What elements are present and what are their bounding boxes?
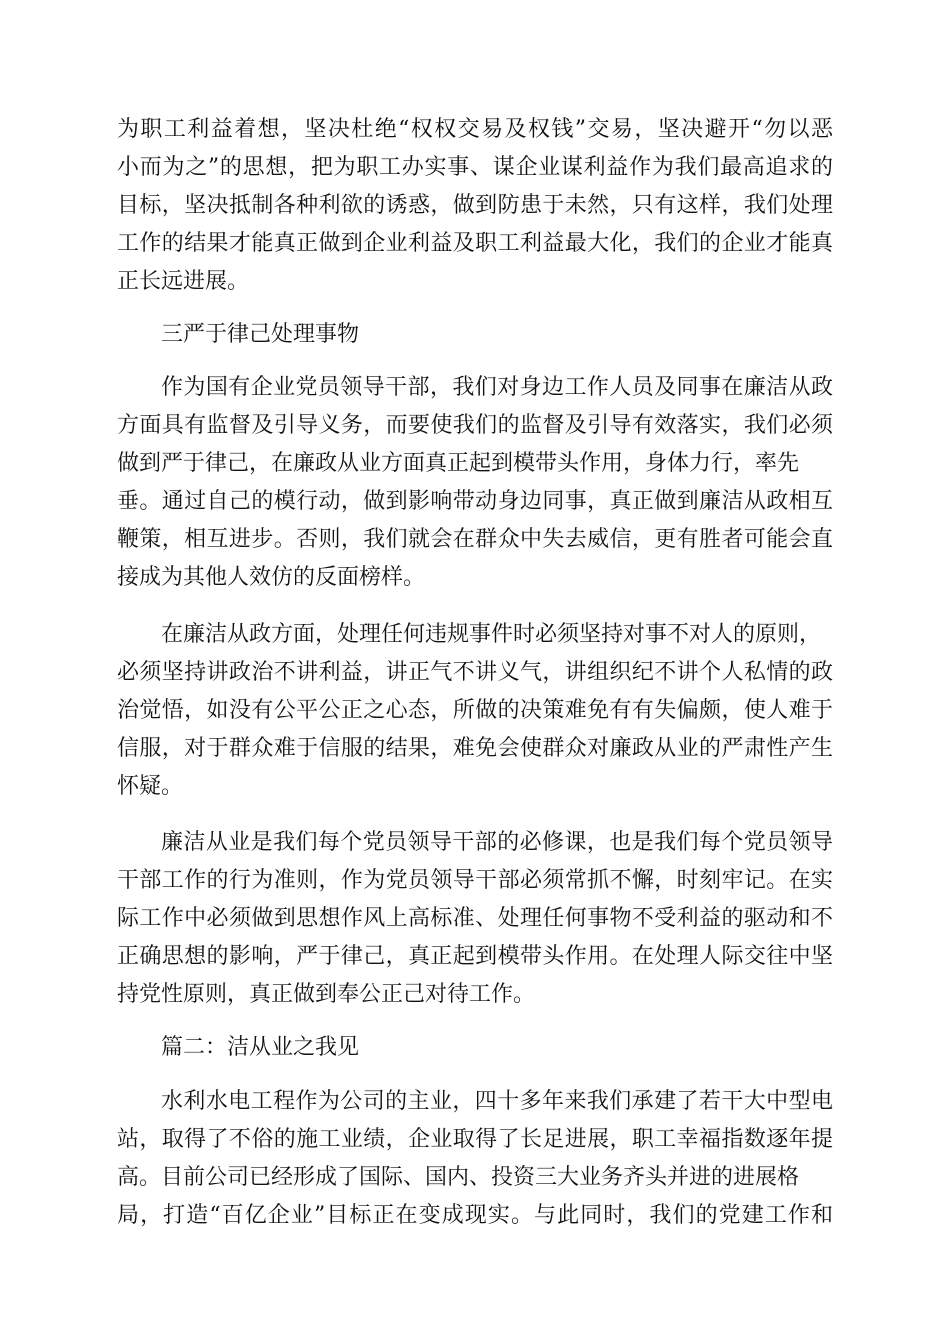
text-line: 持党性原则，真正做到奉公正己对待工作。 [117, 982, 536, 1007]
text-line: 正长远进展。 [117, 269, 250, 294]
text-line: 小而为之”的思想，把为职工办实事、谋企业谋利益作为我们最高追求的 [117, 155, 833, 180]
text-line: 在廉洁从政方面，处理任何违规事件时必须坚持对事不对人的原则， [161, 622, 822, 647]
text-line: 目标，坚决抵制各种利欲的诱惑，做到防患于未然，只有这样，我们处理 [117, 193, 833, 218]
text-line: 做到严于律己，在廉政从业方面真正起到模带头作用，身体力行，率先 [117, 451, 800, 476]
text-line: 工作的结果才能真正做到企业利益及职工利益最大化，我们的企业才能真 [117, 231, 833, 256]
text-line: 水利水电工程作为公司的主业，四十多年来我们承建了若干大中型电 [161, 1089, 833, 1114]
text-line: 接成为其他人效仿的反面榜样。 [117, 565, 426, 590]
text-line: 干部工作的行为准则，作为党员领导干部必须常抓不懈，时刻牢记。在实 [117, 868, 833, 893]
text-line: 治觉悟，如没有公平公正之心态，所做的决策难免有有失偏颇，使人难于 [117, 698, 833, 723]
text-line: 局，打造“百亿企业”目标正在变成现实。与此同时，我们的党建工作和 [117, 1203, 833, 1228]
text-line: 鞭策，相互进步。否则，我们就会在群众中失去威信，更有胜者可能会直 [117, 527, 833, 552]
text-line: 怀疑。 [117, 774, 184, 799]
text-line: 际工作中必须做到思想作风上高标准、处理任何事物不受利益的驱动和不 [117, 906, 833, 931]
text-line: 垂。通过自己的模行动，做到影响带动身边同事，真正做到廉洁从政相互 [117, 489, 833, 514]
text-line: 为职工利益着想，坚决杜绝“权权交易及权钱”交易，坚决避开“勿以恶 [117, 117, 833, 142]
text-line: 方面具有监督及引导义务，而要使我们的监督及引导有效落实，我们必须 [117, 413, 833, 438]
text-line: 必须坚持讲政治不讲利益，讲正气不讲义气，讲组织纪不讲个人私情的政 [117, 660, 833, 685]
text-line: 高。目前公司已经形成了国际、国内、投资三大业务齐头并进的进展格 [117, 1165, 800, 1190]
section-heading: 三严于律己处理事物 [161, 322, 360, 347]
text-line: 作为国有企业党员领导干部，我们对身边工作人员及同事在廉洁从政 [161, 375, 833, 400]
text-line: 站，取得了不俗的施工业绩，企业取得了长足进展，职工幸福指数逐年提 [117, 1127, 833, 1152]
text-line: 正确思想的影响，严于律己，真正起到模带头作用。在处理人际交往中坚 [117, 944, 833, 969]
text-line: 信服，对于群众难于信服的结果，难免会使群众对廉政从业的严肃性产生 [117, 736, 833, 761]
text-line: 廉洁从业是我们每个党员领导干部的必修课，也是我们每个党员领导 [161, 830, 833, 855]
section-heading: 篇二：洁从业之我见 [161, 1035, 360, 1060]
